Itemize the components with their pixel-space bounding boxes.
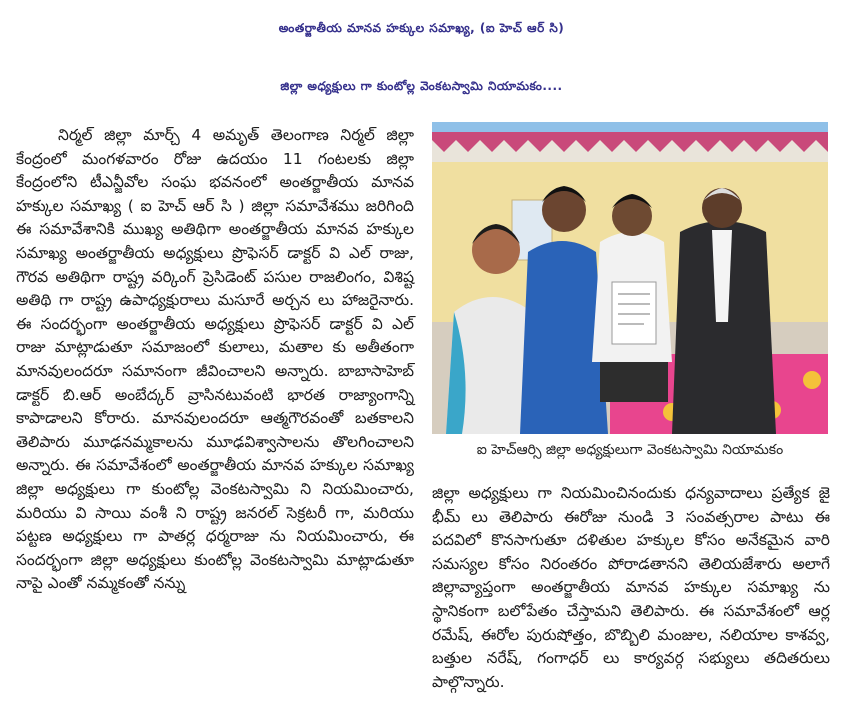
headline-line-2: జిల్లా అధ్యక్షులు గా కుంటోల్ల వెంకటస్వామి నియామకం.... <box>280 79 563 93</box>
news-photo <box>432 122 828 434</box>
article-right-column: జిల్లా అధ్యక్షులు గా నియమించినందుకు ధన్యవాదాలు ప్రత్యేక జై భీమ్ లు తెలిపారు ఈరోజు నుండి 3 సంవత్సరాల పాటు ఈ పదవిలో కొనసాగుతూ దళితుల హక్కుల కోసం అనేకమైన వారి సమస్యల కోసం నిరంతరం పోరాడతానని తెలియజేశారు అలాగే జిల్లావ్యాప్తంగా అంతర్జాతీయ మానవ హక్కుల సమాఖ్య ను స్థానికంగా బలోపేతం చేస్తామని తెలిపారు. ఈ సమావేశంలో ఆర్ల రమేష్, ఈరోల పురుషోత్తం, బొబ్బిలి మంజుల, నలియాల కాశవ్వ, బత్తుల నరేష్, గంగాధర్ లు కార్యవర్గ సభ్యులు తదితరులు పాల్గొన్నారు. <box>432 484 830 691</box>
photo-caption: ఐ హెచ్ఆర్సి జిల్లా అధ్యక్షులుగా వెంకటస్వామి నియామకం <box>476 442 784 458</box>
certificate <box>612 282 656 344</box>
headline-line-1: అంతర్జాతీయ మానవ హక్కుల సమాఖ్య, (ఐ హెచ్ ఆర్ సి) <box>278 21 565 35</box>
article-left-column: నిర్మల్ జిల్లా మార్చ్ 4 అమృత్ తెలంగాణ నిర్మల్ జిల్లా కేంద్రంలో మంగళవారం రోజు ఉదయం 11 గంటలకు జిల్లా కేంద్రంలోని టీఎన్జీవోల సంఘ భవనంలో అంతర్జాతీయ మానవ హక్కుల సమాఖ్య ( ఐ హెచ్ ఆర్ సి ) జిల్లా సమావేశము జరిగింది ఈ సమావేశానికి ముఖ్య అతిథిగా అంతర్జాతీయ మానవ హక్కుల సమాఖ్య అంతర్జాతీయ అధ్యక్షులు ప్రొఫెసర్ డాక్టర్ వి ఎల్ రాజు, గౌరవ అతిథిగా రాష్ట్ర వర్కింగ్ ప్రెసిడెంట్ పసుల రాజలింగం, విశిష్ట అతిథి గా రాష్ట్ర ఉపాధ్యక్షురాలు మసూరే అర్చన లు హాజరైనారు. ఈ సందర్భంగా అంతర్జాతీయ అధ్యక్షులు ప్రొఫెసర్ డాక్టర్ వి ఎల్ రాజు మాట్లాడుతూ సమాజంలో కులాలు, మతాల కు అతీతంగా మానవులందరూ సమానంగా జీవించాలని అన్నారు. బాబాసాహెబ్ డాక్టర్ బి.ఆర్ అంబేద్కర్ వ్రాసినటువంటి భారత రాజ్యాంగాన్ని కాపాడాలని కోరారు. మానవులందరూ ఆత్మగౌరవంతో బతకాలని తెలిపారు మూఢనమ్మకాలను మూఢవిశ్వాసాలను తొలగించాలని అన్నారు. ఈ సమావేశంలో అంతర్జాతీయ మానవ హక్కుల సమాఖ్య జిల్లా అధ్యక్షులు గా కుంటోల్ల వెంకటస్వామి ని నియమించారు, మరియు వి సాయి వంశీ ని రాష్ట్ర జనరల్ సెక్రటరీ గా, మరియు పట్టణ అధ్యక్షులు గా పాతర్ల ధర్మరాజు ను నియమించారు, ఈ సందర్భంగా జిల్లా అధ్యక్షులు కుంటోల్ల వెంకటస్వామి మాట్లాడుతూ నాపై ఎంతో నమ్మకంతో నన్ను <box>16 126 414 593</box>
photo-illustration <box>432 122 828 434</box>
